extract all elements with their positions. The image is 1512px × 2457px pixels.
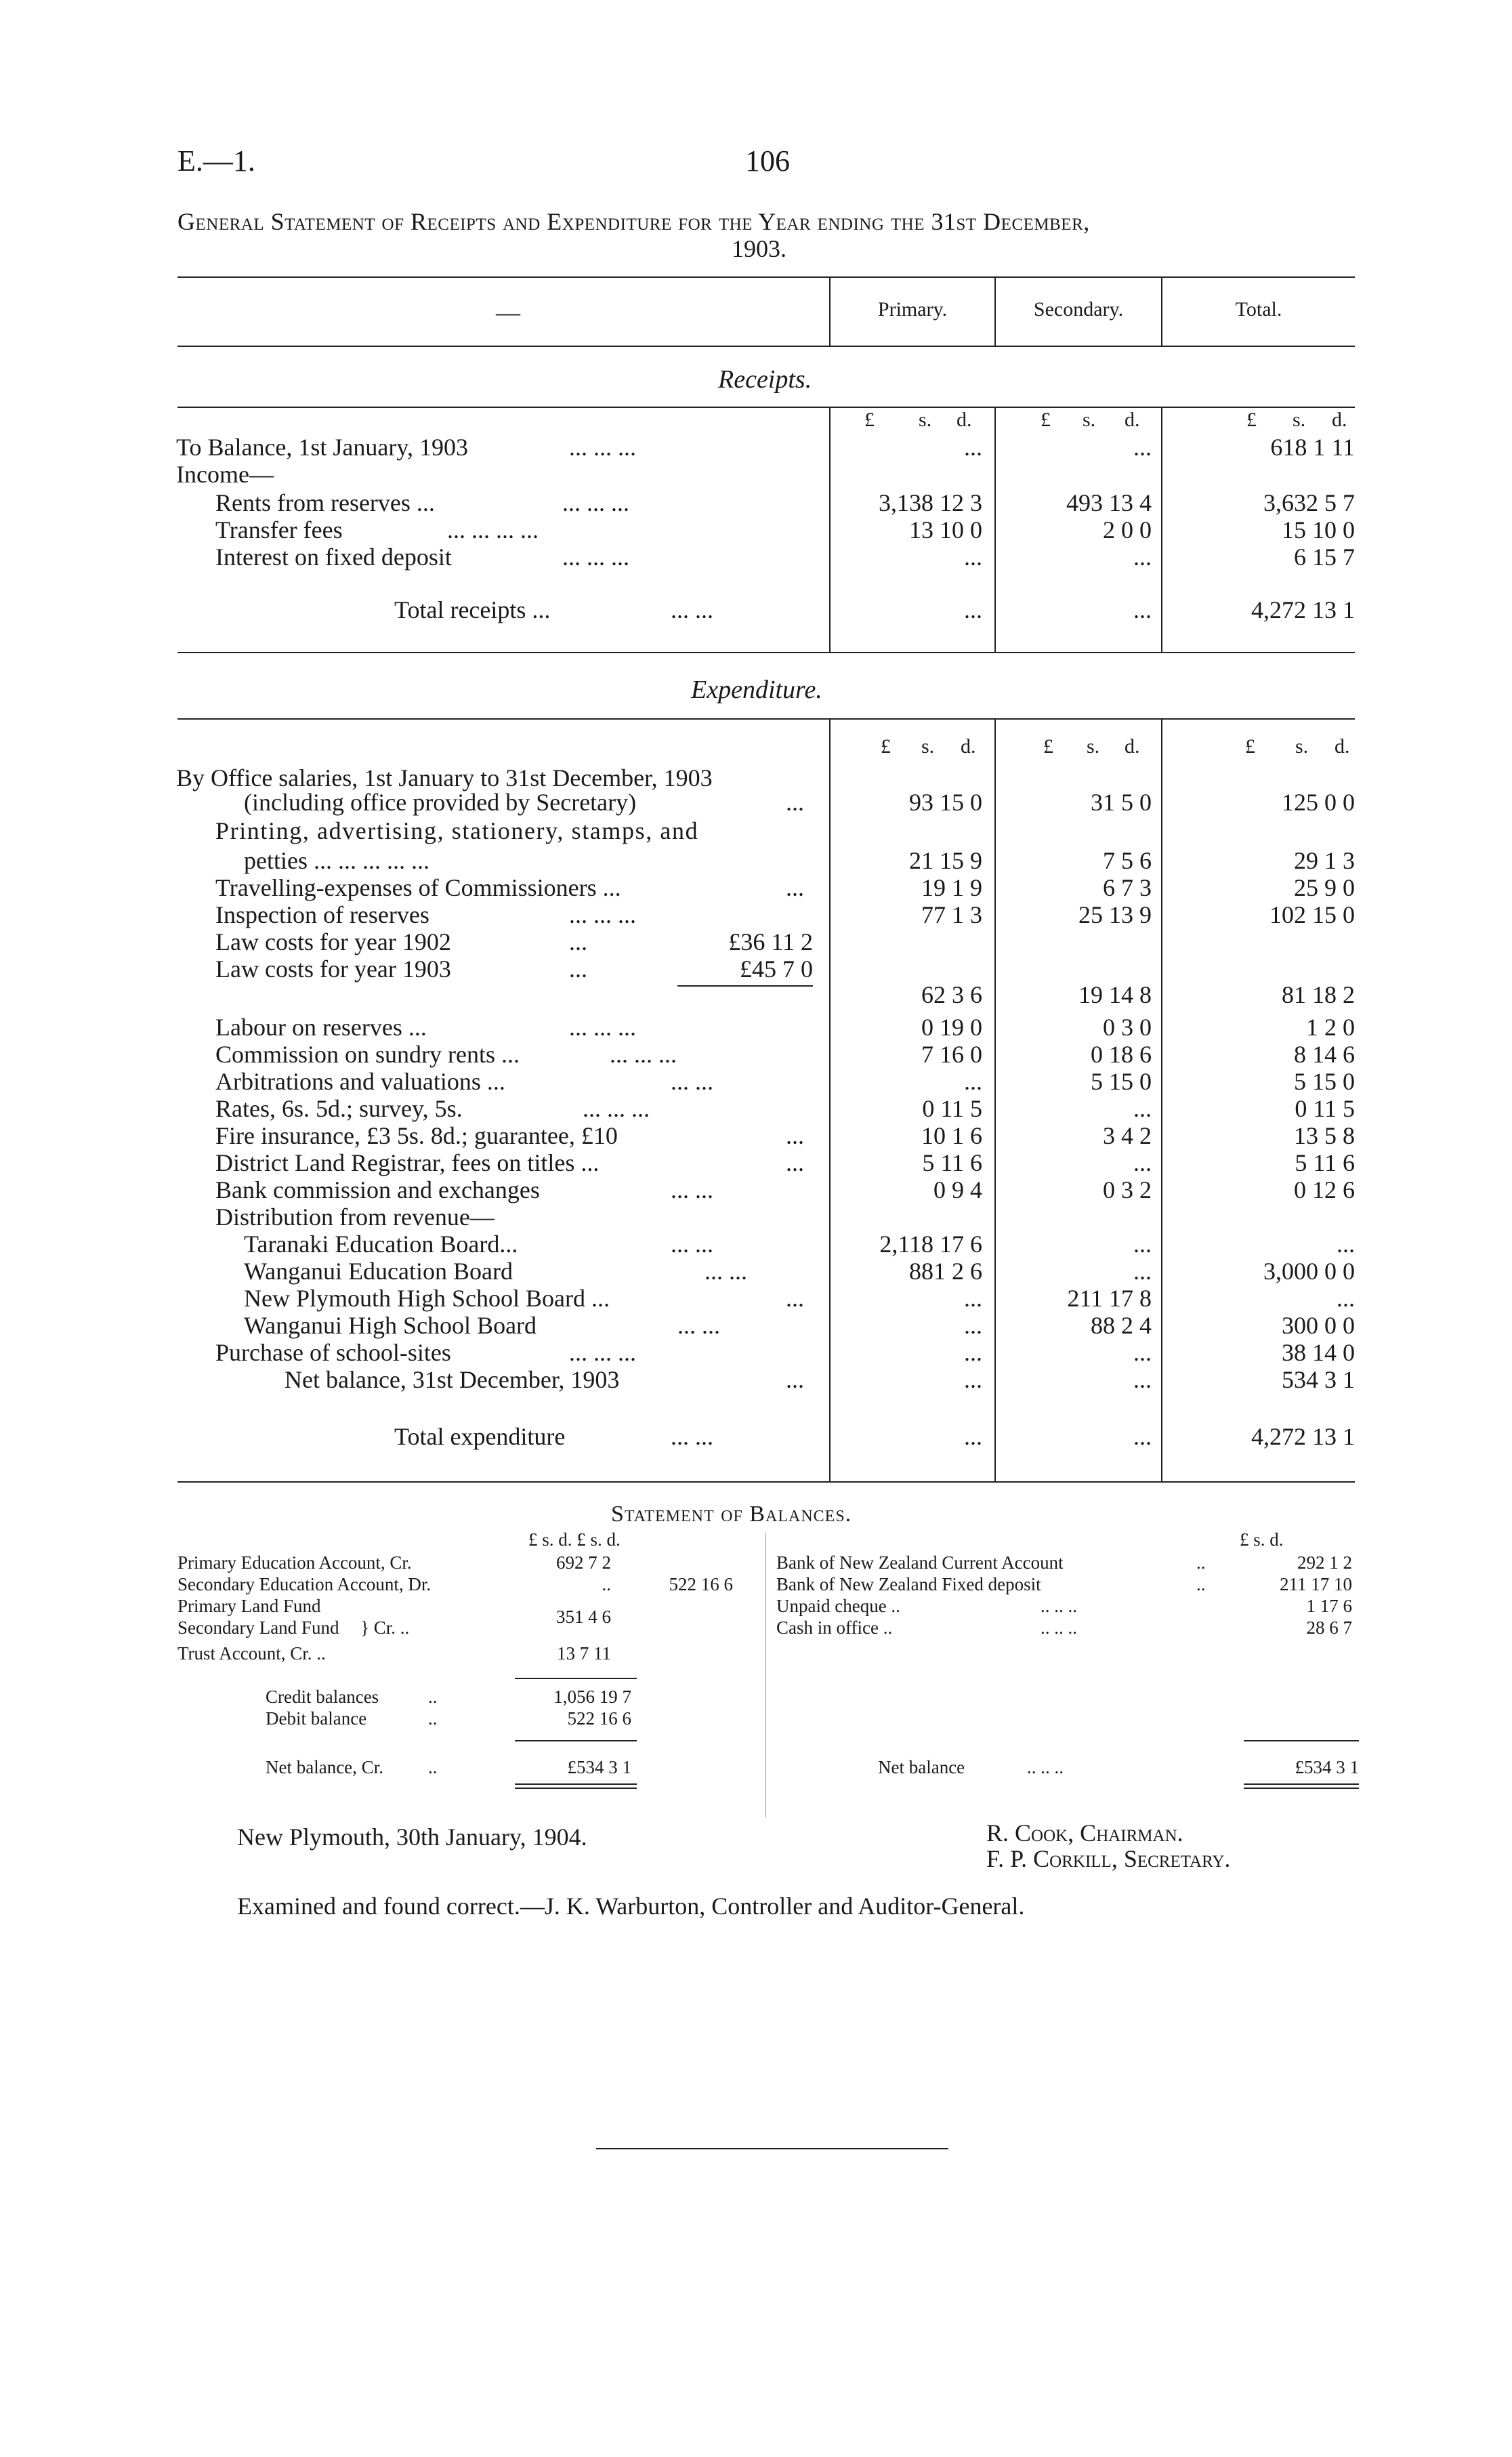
secondary-value: ...	[1133, 1423, 1152, 1450]
total-value: 81 18 2	[1282, 981, 1355, 1008]
primary-value: 10 1 6	[921, 1122, 982, 1149]
page-title-year: 1903.	[732, 235, 786, 262]
auditor-statement: Examined and found correct.—J. K. Warburton, Controller and Auditor-General.	[237, 1893, 1025, 1920]
primary-value: 93 15 0	[909, 789, 982, 816]
secondary-value: ...	[1133, 1258, 1152, 1285]
secondary-value: 0 3 2	[1103, 1176, 1152, 1203]
total-value: 0 12 6	[1294, 1176, 1355, 1203]
table-row	[0, 1258, 1512, 1285]
row-label: Law costs for year 1902	[215, 928, 451, 955]
units-row-expenditure	[0, 733, 1512, 760]
row-label: Inspection of reserves	[215, 901, 429, 928]
table-row	[0, 1122, 1512, 1149]
dots: ..	[428, 1687, 438, 1707]
total-value: 25 9 0	[1294, 874, 1355, 901]
expenditure-heading: Expenditure.	[691, 676, 822, 704]
unit-l: £	[881, 735, 891, 758]
total-value: 13 5 8	[1294, 1122, 1355, 1149]
row-label: Labour on reserves ...	[215, 1014, 427, 1041]
row-label: Bank commission and exchanges	[215, 1176, 540, 1203]
bank-row	[776, 1552, 1359, 1573]
secondary-value: 19 14 8	[1078, 981, 1152, 1008]
primary-value: ...	[964, 1423, 982, 1450]
table-row	[0, 1203, 1512, 1231]
primary-value: ...	[964, 543, 982, 571]
unit-d: d.	[1332, 409, 1347, 431]
balances-subtotal-rule	[515, 1678, 637, 1679]
unit-l: £	[1043, 735, 1053, 758]
primary-value: ...	[964, 1068, 982, 1095]
units-label: £ s. d.	[1240, 1529, 1284, 1550]
dots: .. .. ..	[1041, 1596, 1077, 1616]
primary-value: 3,138 12 3	[879, 489, 982, 516]
balance-label: Secondary Land Fund	[177, 1617, 339, 1638]
unit-s: s.	[1295, 735, 1309, 758]
row-dots: ...	[786, 1122, 804, 1149]
secondary-value: 5 15 0	[1091, 1068, 1152, 1095]
secondary-value: 31 5 0	[1091, 789, 1152, 816]
primary-value: 0 9 4	[933, 1176, 982, 1203]
row-dots: ... ... ...	[610, 1041, 677, 1068]
row-dots: ... ...	[671, 596, 713, 623]
balance-row	[177, 1607, 787, 1638]
table-row	[0, 543, 1512, 571]
header-secondary: Secondary.	[1033, 298, 1124, 321]
header-blank: —	[496, 299, 520, 326]
unit-s: s.	[1083, 409, 1096, 431]
dots: ..	[428, 1757, 438, 1777]
row-dots: ... ... ...	[569, 434, 636, 461]
dots: ..	[1196, 1574, 1206, 1594]
primary-value: 21 15 9	[909, 847, 982, 874]
page-number: 106	[745, 144, 790, 178]
table-row	[0, 1339, 1512, 1366]
row-label: Total expenditure	[394, 1423, 566, 1450]
row-label: By Office salaries, 1st January to 31st December, 1903	[176, 764, 713, 791]
bank-label: Bank of New Zealand Current Account	[776, 1552, 1064, 1573]
net-right-rule-top	[1244, 1740, 1359, 1741]
bank-value: 211 17 10	[1280, 1574, 1352, 1594]
total-value: 5 15 0	[1294, 1068, 1355, 1095]
row-dots: ... ...	[671, 1176, 713, 1203]
total-value: 38 14 0	[1282, 1339, 1355, 1366]
secondary-value: 25 13 9	[1078, 901, 1152, 928]
secondary-value: ...	[1133, 1231, 1152, 1258]
net-left-value: £534 3 1	[567, 1757, 631, 1777]
table-row	[0, 764, 1512, 791]
table-row	[0, 434, 1512, 461]
page-title: General Statement of Receipts and Expenditure for the Year ending the 31st December,	[177, 208, 1090, 235]
total-value: 534 3 1	[1282, 1366, 1355, 1393]
row-label: District Land Registrar, fees on titles ...	[215, 1149, 600, 1176]
unit-s: s.	[1087, 735, 1100, 758]
primary-value: 0 11 5	[922, 1095, 982, 1122]
row-label: Law costs for year 1903	[215, 955, 451, 983]
unit-s: s.	[1293, 409, 1306, 431]
row-label: Commission on sundry rents ...	[215, 1041, 520, 1068]
total-value: 29 1 3	[1294, 847, 1355, 874]
primary-value: ...	[964, 1285, 982, 1312]
table-row	[0, 817, 1512, 844]
primary-value: 881 2 6	[909, 1258, 982, 1285]
row-label: Interest on fixed deposit	[215, 543, 452, 571]
row-dots: ... ...	[671, 1423, 713, 1450]
secondary-value: ...	[1133, 434, 1152, 461]
credit-balances-row	[266, 1686, 672, 1708]
balance-credit: 692 7 2	[556, 1552, 611, 1573]
table-row	[0, 1312, 1512, 1339]
row-label: (including office provided by Secretary)	[244, 789, 637, 816]
row-label: petties ... ... ... ... ...	[244, 847, 429, 874]
row-label: Fire insurance, £3 5s. 8d.; guarantee, £10	[215, 1122, 618, 1149]
unit-d: d.	[1335, 735, 1350, 758]
row-label: Wanganui Education Board	[244, 1258, 513, 1285]
credit-value: 1,056 19 7	[553, 1687, 631, 1707]
chairman-signature: R. Cook, Chairman.	[986, 1819, 1183, 1846]
table-row	[0, 1095, 1512, 1122]
row-label: Purchase of school-sites	[215, 1339, 451, 1366]
dots: .. .. ..	[1041, 1617, 1077, 1638]
total-value: 4,272 13 1	[1251, 1423, 1355, 1450]
primary-value: 7 16 0	[921, 1041, 982, 1068]
bank-value: 292 1 2	[1297, 1552, 1352, 1573]
secondary-value: 493 13 4	[1066, 489, 1152, 516]
row-dots: ... ...	[671, 1068, 713, 1095]
table-row	[0, 1366, 1512, 1393]
total-value: 6 15 7	[1294, 543, 1355, 571]
row-dots: ...	[786, 789, 804, 816]
debit-balance-row	[266, 1708, 672, 1729]
row-label: To Balance, 1st January, 1903	[176, 434, 469, 461]
total-value: ...	[1337, 1231, 1355, 1258]
table-row	[0, 1068, 1512, 1095]
primary-value: ...	[964, 1312, 982, 1339]
balance-label: Trust Account, Cr. ..	[177, 1643, 326, 1664]
row-dots: ... ... ...	[569, 1339, 636, 1366]
total-value: 102 15 0	[1269, 901, 1355, 928]
net-left-double-rule-1	[515, 1783, 637, 1785]
row-dots: ... ... ...	[569, 1014, 636, 1041]
unit-l: £	[1246, 409, 1257, 431]
table-row	[0, 516, 1512, 543]
secondary-value: ...	[1133, 1095, 1152, 1122]
net-right-double-rule-1	[1244, 1783, 1359, 1785]
table-row	[0, 1149, 1512, 1176]
balance-credit: ..	[602, 1574, 611, 1594]
row-label: Distribution from revenue—	[215, 1203, 495, 1231]
total-value: 618 1 11	[1270, 434, 1355, 461]
total-value: 3,000 0 0	[1263, 1258, 1355, 1285]
table-row	[0, 461, 1512, 488]
bank-row	[776, 1617, 1359, 1638]
row-dots: ... ...	[677, 1312, 720, 1339]
balances-heading: Statement of Balances.	[611, 1502, 852, 1527]
total-value: 300 0 0	[1282, 1312, 1355, 1339]
total-value: 0 11 5	[1295, 1095, 1355, 1122]
table-row	[0, 489, 1512, 516]
row-label: Travelling-expenses of Commissioners ...	[215, 874, 621, 901]
balance-label: Primary Education Account, Cr.	[177, 1552, 412, 1573]
table-row	[0, 1176, 1512, 1203]
header-primary: Primary.	[877, 298, 948, 321]
dots: ..	[428, 1708, 438, 1729]
primary-value: 0 19 0	[921, 1014, 982, 1041]
primary-value: 13 10 0	[909, 516, 982, 543]
unit-d: d.	[1125, 735, 1140, 758]
row-dots: ...	[569, 928, 587, 955]
row-dots: ...	[786, 874, 804, 901]
place-date: New Plymouth, 30th January, 1904.	[237, 1823, 587, 1851]
table-top-rule	[177, 276, 1355, 278]
balance-row	[177, 1643, 787, 1664]
table-row	[0, 847, 1512, 874]
bank-row	[776, 1573, 1359, 1595]
table-row	[0, 981, 1512, 1008]
unit-l: £	[1041, 409, 1051, 431]
primary-value: ...	[964, 434, 982, 461]
secondary-value: ...	[1133, 1149, 1152, 1176]
row-dots: ... ...	[705, 1258, 747, 1285]
row-dots: ... ... ...	[583, 1095, 650, 1122]
row-label: Rents from reserves ...	[215, 489, 435, 516]
table-row	[0, 1014, 1512, 1041]
primary-value: 19 1 9	[921, 874, 982, 901]
net-balance-left-row	[266, 1756, 672, 1778]
row-dots: ...	[786, 1149, 804, 1176]
row-label: Wanganui High School Board	[244, 1312, 537, 1339]
total-value: 4,272 13 1	[1251, 596, 1355, 623]
bank-value: 28 6 7	[1306, 1617, 1352, 1638]
row-label: Arbitrations and valuations ...	[215, 1068, 505, 1095]
unit-d: d.	[957, 409, 972, 431]
row-dots: ... ... ...	[562, 489, 629, 516]
balance-credit: 351 4 6	[556, 1607, 611, 1627]
table-row	[0, 928, 1512, 955]
receipts-total-rule	[177, 652, 1355, 653]
table-row	[0, 1285, 1512, 1312]
row-dots: ... ... ...	[562, 543, 629, 571]
primary-value: ...	[964, 596, 982, 623]
balances-divider	[765, 1533, 766, 1817]
secondary-value: 6 7 3	[1103, 874, 1152, 901]
net-left-rule-top	[515, 1740, 637, 1741]
total-expenditure-row	[0, 1423, 1512, 1450]
total-value: ...	[1337, 1285, 1355, 1312]
total-value: 3,632 5 7	[1263, 489, 1355, 516]
net-balance-right-row	[878, 1756, 1359, 1778]
receipts-heading: Receipts.	[718, 365, 812, 394]
net-right-value: £534 3 1	[1295, 1757, 1359, 1777]
row-dots: ...	[569, 955, 587, 983]
debit-value: 522 16 6	[567, 1708, 631, 1729]
net-right-double-rule-2	[1244, 1788, 1359, 1789]
secondary-value: ...	[1133, 596, 1152, 623]
unit-l: £	[864, 409, 875, 431]
secondary-value: 88 2 4	[1091, 1312, 1152, 1339]
secondary-value: ...	[1133, 543, 1152, 571]
row-dots: ... ... ...	[569, 901, 636, 928]
total-value: 15 10 0	[1282, 516, 1355, 543]
bank-label: Cash in office ..	[776, 1617, 893, 1638]
secondary-value: ...	[1133, 1366, 1152, 1393]
table-row	[0, 1231, 1512, 1258]
table-row	[0, 789, 1512, 816]
bank-value: 1 17 6	[1306, 1596, 1352, 1616]
row-dots: ... ... ... ...	[447, 516, 539, 543]
balance-note: } Cr. ..	[360, 1617, 410, 1638]
row-label: New Plymouth High School Board ...	[244, 1285, 610, 1312]
unit-d: d.	[961, 735, 976, 758]
net-left-double-rule-2	[515, 1788, 637, 1789]
total-value: 5 11 6	[1295, 1149, 1355, 1176]
dots: .. .. ..	[1027, 1757, 1064, 1777]
dots: ..	[1196, 1552, 1206, 1573]
primary-value: ...	[964, 1339, 982, 1366]
balance-credit: 13 7 11	[557, 1643, 611, 1664]
bank-row	[776, 1595, 1359, 1617]
unit-l: £	[1245, 735, 1255, 758]
row-label: Income—	[176, 461, 274, 488]
total-value: 125 0 0	[1282, 789, 1355, 816]
secondary-value: 0 3 0	[1103, 1014, 1152, 1041]
unit-s: s.	[919, 409, 932, 431]
row-dots: ... ...	[671, 1231, 713, 1258]
debit-label: Debit balance	[266, 1708, 367, 1729]
secondary-value: 7 5 6	[1103, 847, 1152, 874]
table-row	[0, 1041, 1512, 1068]
net-right-label: Net balance	[878, 1757, 965, 1777]
primary-value: 5 11 6	[922, 1149, 982, 1176]
primary-value: 2,118 17 6	[879, 1231, 982, 1258]
row-label: Rates, 6s. 5d.; survey, 5s.	[215, 1095, 463, 1122]
total-value: 1 2 0	[1306, 1014, 1355, 1041]
row-dots: ...	[786, 1285, 804, 1312]
total-receipts-row	[0, 596, 1512, 623]
row-label: Total receipts ...	[394, 596, 551, 623]
row-dots: ...	[786, 1366, 804, 1393]
balance-row	[177, 1552, 787, 1573]
table-row	[0, 874, 1512, 901]
secondary-value: 3 4 2	[1103, 1122, 1152, 1149]
units-label: £ s. d. £ s. d.	[528, 1529, 621, 1550]
primary-value: ...	[964, 1366, 982, 1393]
balance-label: Primary Land Fund	[177, 1596, 321, 1616]
net-left-label: Net balance, Cr.	[266, 1757, 383, 1777]
secondary-value: 0 18 6	[1091, 1041, 1152, 1068]
row-label: Printing, advertising, stationery, stamps, and	[215, 817, 699, 844]
page-ref: E.—1.	[177, 144, 255, 178]
header-bottom-rule	[177, 346, 1355, 347]
expenditure-total-rule	[177, 1481, 1355, 1483]
table-row	[0, 901, 1512, 928]
row-label: Taranaki Education Board...	[244, 1231, 518, 1258]
secondary-value: ...	[1133, 1339, 1152, 1366]
secretary-signature: F. P. Corkill, Secretary.	[986, 1845, 1231, 1872]
units-row-receipts	[0, 407, 1512, 434]
balance-label: Secondary Education Account, Dr.	[177, 1574, 432, 1594]
primary-value: 62 3 6	[921, 981, 982, 1008]
balance-row	[177, 1573, 787, 1595]
total-value: 8 14 6	[1294, 1041, 1355, 1068]
bank-label: Unpaid cheque ..	[776, 1596, 900, 1616]
unit-d: d.	[1125, 409, 1140, 431]
bottom-rule	[596, 2148, 948, 2149]
primary-value: 77 1 3	[921, 901, 982, 928]
law-cost-amount: £36 11 2	[728, 928, 813, 955]
balance-row	[177, 1595, 787, 1617]
row-label: Transfer fees	[215, 516, 343, 543]
law-cost-amount: £45 7 0	[740, 955, 813, 983]
row-label: Net balance, 31st December, 1903	[285, 1366, 620, 1393]
credit-label: Credit balances	[266, 1687, 379, 1707]
unit-s: s.	[921, 735, 935, 758]
secondary-value: 211 17 8	[1067, 1285, 1152, 1312]
bank-label: Bank of New Zealand Fixed deposit	[776, 1574, 1041, 1594]
header-total: Total.	[1235, 298, 1282, 321]
secondary-value: 2 0 0	[1103, 516, 1152, 543]
table-row	[0, 955, 1512, 983]
expenditure-heading-rule	[177, 718, 1355, 720]
balance-debit: 522 16 6	[669, 1574, 733, 1594]
